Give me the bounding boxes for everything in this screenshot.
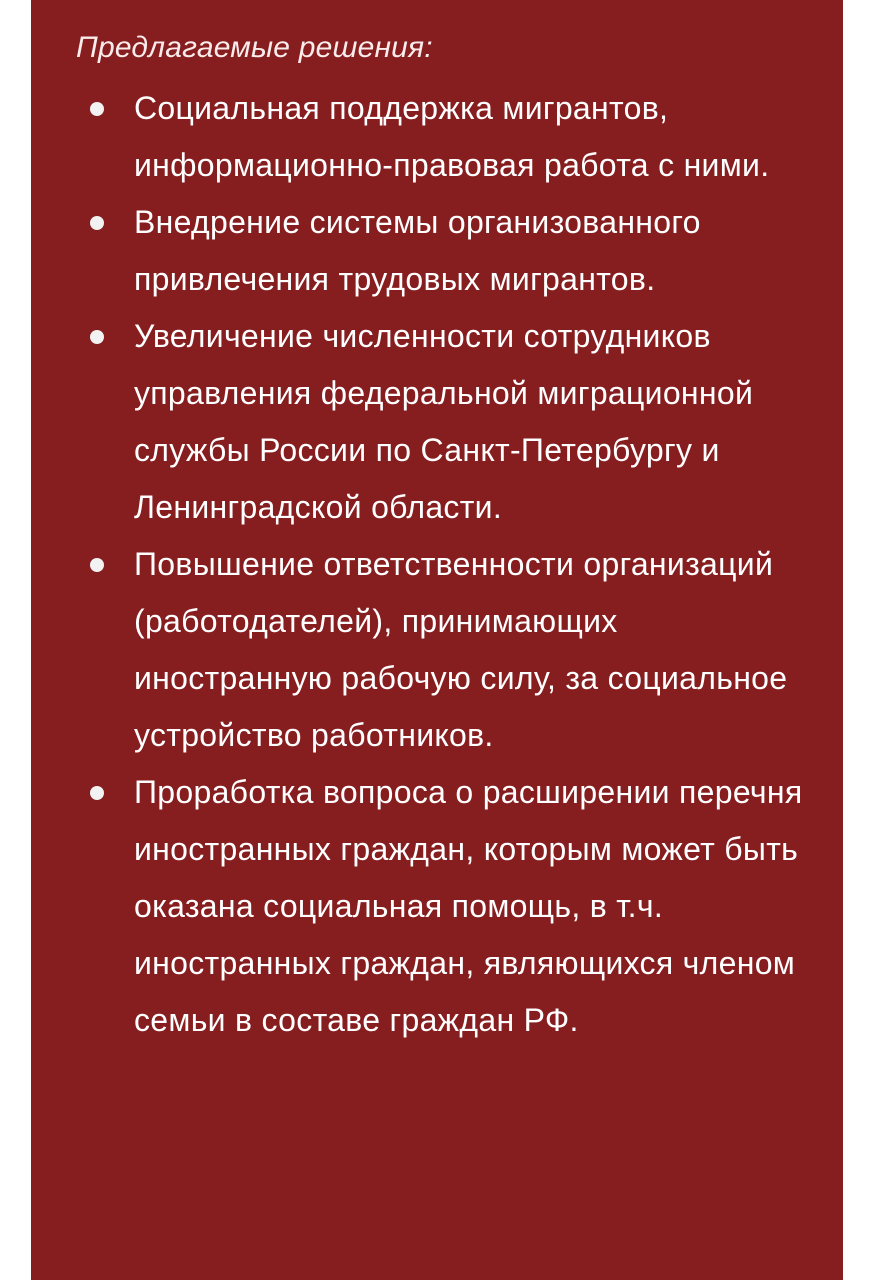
list-item (76, 764, 803, 1049)
list-item (76, 536, 803, 764)
list-item-text: Повышение ответственности организаций (работодателей), принимающих иностранную рабочую силу, за социальное устройство работников. (134, 546, 788, 753)
list-item-text: Проработка вопроса о расширении перечня иностранных граждан, которым может быть оказана социальная помощь, в т.ч. иностранных граждан, являющихся членом семьи в составе граждан РФ. (134, 774, 803, 1038)
list-item (76, 194, 803, 308)
bullet-icon (90, 216, 104, 230)
list-item-text: Увеличение численности сотрудников управления федеральной миграционной службы России по Санкт-Петербургу и Ленинградской области. (134, 318, 754, 525)
list-item-text: Внедрение системы организованного привлечения трудовых мигрантов. (134, 204, 701, 297)
list-item (76, 80, 803, 194)
section-heading: Предлагаемые решения: (76, 31, 433, 64)
content-card (31, 0, 843, 1280)
list-item-text: Социальная поддержка мигрантов, информационно-правовая работа с ними. (134, 90, 770, 183)
list-item (76, 308, 803, 536)
bullet-icon (90, 102, 104, 116)
solutions-list (76, 80, 803, 1049)
bullet-icon (90, 558, 104, 572)
bullet-icon (90, 786, 104, 800)
bullet-icon (90, 330, 104, 344)
